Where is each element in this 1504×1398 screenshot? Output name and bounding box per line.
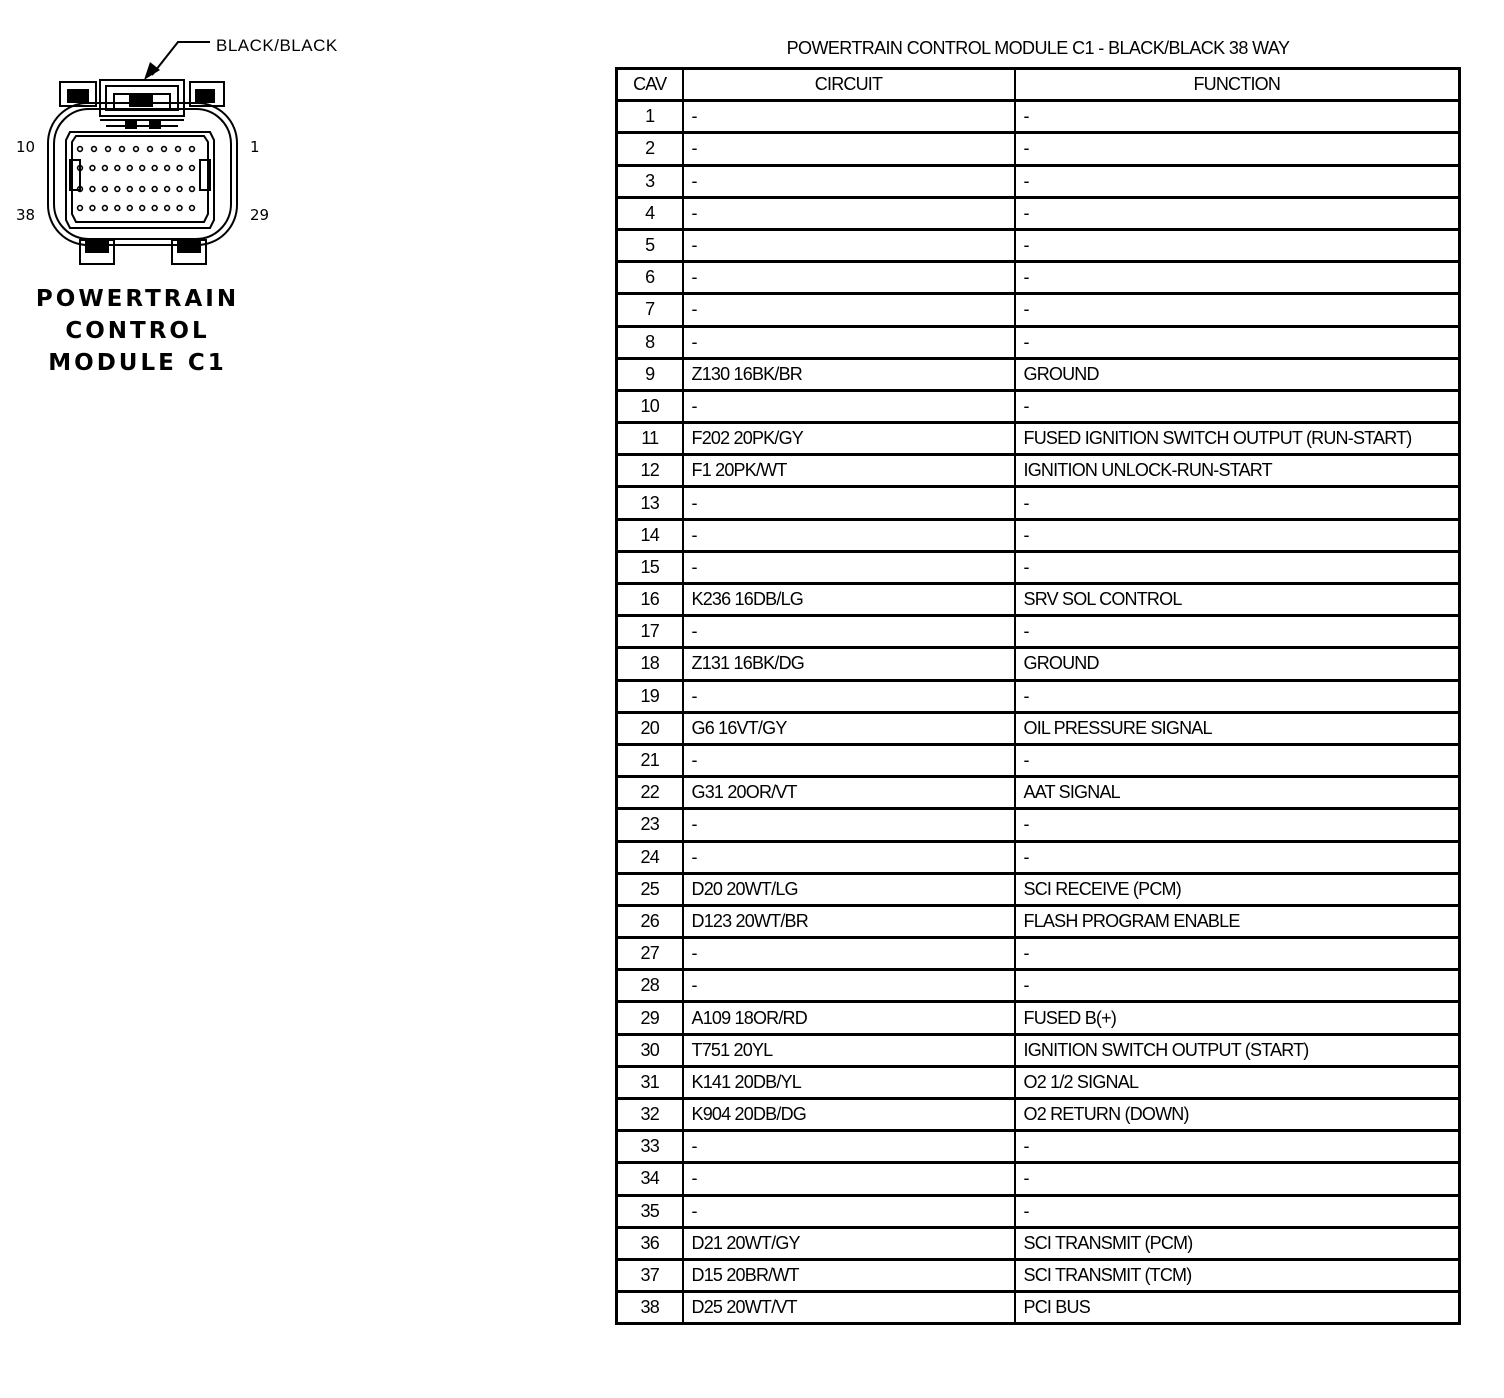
function-cell: GROUND [1015,648,1460,680]
cav-cell: 4 [617,197,683,229]
function-cell: - [1015,101,1460,133]
function-cell: - [1015,841,1460,873]
circuit-cell: K236 16DB/LG [683,584,1015,616]
table-row [617,584,1460,616]
function-cell: - [1015,551,1460,583]
function-cell: - [1015,165,1460,197]
cav-cell: 28 [617,970,683,1002]
cavity-label-38: 38 [16,206,36,224]
table-row [617,970,1460,1002]
pin-cavity [127,187,132,192]
cav-cell: 5 [617,229,683,261]
pin-cavity [127,206,132,211]
table-row [617,519,1460,551]
table-row [617,262,1460,294]
table-row [617,841,1460,873]
cavity-label-1: 1 [250,138,260,156]
pin-cavity [176,147,181,152]
pin-cavities [78,147,195,211]
cav-cell: 34 [617,1163,683,1195]
function-cell: IGNITION UNLOCK-RUN-START [1015,455,1460,487]
pin-cavity [78,147,83,152]
cav-cell: 11 [617,423,683,455]
circuit-cell: - [683,487,1015,519]
pin-cavity [152,206,157,211]
circuit-cell: - [683,519,1015,551]
cav-cell: 18 [617,648,683,680]
pin-cavity [190,166,195,171]
table-body [617,101,1460,1324]
cav-cell: 14 [617,519,683,551]
cav-cell: 6 [617,262,683,294]
table-row [617,165,1460,197]
cav-cell: 9 [617,358,683,390]
cav-cell: 15 [617,551,683,583]
table-row [617,648,1460,680]
circuit-cell: - [683,197,1015,229]
pin-cavity [140,187,145,192]
cav-cell: 32 [617,1099,683,1131]
circuit-cell: D20 20WT/LG [683,873,1015,905]
pin-cavity [102,166,107,171]
circuit-cell: - [683,229,1015,261]
function-cell: - [1015,1131,1460,1163]
cav-cell: 23 [617,809,683,841]
circuit-cell: G6 16VT/GY [683,712,1015,744]
cav-cell: 29 [617,1002,683,1034]
connector-diagram [0,0,560,420]
table-row [617,133,1460,165]
header-cav: CAV [617,69,683,101]
circuit-cell: A109 18OR/RD [683,1002,1015,1034]
function-cell: - [1015,487,1460,519]
pin-cavity [190,147,195,152]
pin-cavity [177,206,182,211]
cav-cell: 12 [617,455,683,487]
table-row [617,1034,1460,1066]
cav-cell: 16 [617,584,683,616]
circuit-cell: D21 20WT/GY [683,1227,1015,1259]
circuit-cell: G31 20OR/VT [683,777,1015,809]
pin-cavity [106,147,111,152]
table-row [617,101,1460,133]
pin-cavity [190,187,195,192]
circuit-cell: - [683,1131,1015,1163]
circuit-cell: - [683,841,1015,873]
pin-cavity [120,147,125,152]
pin-cavity [90,166,95,171]
function-cell: SCI TRANSMIT (TCM) [1015,1259,1460,1291]
circuit-cell: - [683,294,1015,326]
circuit-cell: D25 20WT/VT [683,1292,1015,1324]
function-cell: GROUND [1015,358,1460,390]
table-row [617,744,1460,776]
function-cell: - [1015,262,1460,294]
table-row [617,1195,1460,1227]
cav-cell: 7 [617,294,683,326]
table-row [617,423,1460,455]
pin-cavity [165,187,170,192]
function-cell: - [1015,294,1460,326]
function-cell: OIL PRESSURE SIGNAL [1015,712,1460,744]
pin-cavity [162,147,167,152]
pin-cavity [152,166,157,171]
function-cell: PCI BUS [1015,1292,1460,1324]
circuit-cell: - [683,1195,1015,1227]
pin-cavity [127,166,132,171]
pin-cavity [190,206,195,211]
cav-cell: 30 [617,1034,683,1066]
table-row [617,809,1460,841]
table-header-row [617,69,1460,101]
function-cell: - [1015,616,1460,648]
table-row [617,616,1460,648]
cavity-label-10: 10 [16,138,36,156]
pin-cavity [115,187,120,192]
circuit-cell: - [683,809,1015,841]
table-row [617,938,1460,970]
table-row [617,905,1460,937]
table-row [617,455,1460,487]
function-cell: - [1015,390,1460,422]
table-row [617,1066,1460,1098]
function-cell: - [1015,229,1460,261]
table-row [617,712,1460,744]
function-cell: FLASH PROGRAM ENABLE [1015,905,1460,937]
table-row [617,1002,1460,1034]
function-cell: - [1015,133,1460,165]
circuit-cell: - [683,938,1015,970]
circuit-cell: - [683,551,1015,583]
cavity-label-29: 29 [250,206,270,224]
circuit-cell: - [683,680,1015,712]
circuit-cell: - [683,262,1015,294]
function-cell: O2 1/2 SIGNAL [1015,1066,1460,1098]
function-cell: - [1015,326,1460,358]
circuit-cell: - [683,101,1015,133]
leader-line [152,42,210,75]
pin-cavity [177,166,182,171]
cav-cell: 8 [617,326,683,358]
circuit-cell: - [683,326,1015,358]
circuit-cell: D123 20WT/BR [683,905,1015,937]
table-row [617,326,1460,358]
function-cell: - [1015,197,1460,229]
function-cell: SCI TRANSMIT (PCM) [1015,1227,1460,1259]
function-cell: - [1015,680,1460,712]
function-cell: - [1015,938,1460,970]
pin-cavity [102,187,107,192]
function-cell: IGNITION SWITCH OUTPUT (START) [1015,1034,1460,1066]
cav-cell: 17 [617,616,683,648]
circuit-cell: F1 20PK/WT [683,455,1015,487]
function-cell: FUSED IGNITION SWITCH OUTPUT (RUN-START) [1015,423,1460,455]
circuit-cell: - [683,616,1015,648]
table-row [617,294,1460,326]
circuit-cell: - [683,390,1015,422]
table-row [617,873,1460,905]
cav-cell: 37 [617,1259,683,1291]
module-title [20,283,255,379]
table-row [617,487,1460,519]
function-cell: SRV SOL CONTROL [1015,584,1460,616]
pin-cavity [115,166,120,171]
circuit-cell: T751 20YL [683,1034,1015,1066]
circuit-cell: K141 20DB/YL [683,1066,1015,1098]
module-title-line-2: CONTROL [65,318,210,344]
header-function: FUNCTION [1015,69,1460,101]
pin-cavity [102,206,107,211]
table-row [617,358,1460,390]
circuit-cell: F202 20PK/GY [683,423,1015,455]
pin-cavity [148,147,153,152]
cav-cell: 31 [617,1066,683,1098]
circuit-cell: - [683,970,1015,1002]
cav-cell: 19 [617,680,683,712]
pin-cavity [165,206,170,211]
pin-cavity [78,206,83,211]
cav-cell: 33 [617,1131,683,1163]
function-cell: - [1015,1163,1460,1195]
cav-cell: 25 [617,873,683,905]
table-row [617,1163,1460,1195]
cav-cell: 38 [617,1292,683,1324]
pin-cavity [92,147,97,152]
cav-cell: 22 [617,777,683,809]
cav-cell: 10 [617,390,683,422]
connector-color-label: BLACK/BLACK [216,36,338,55]
header-circuit: CIRCUIT [683,69,1015,101]
cav-cell: 35 [617,1195,683,1227]
function-cell: - [1015,519,1460,551]
table-row [617,1099,1460,1131]
function-cell: SCI RECEIVE (PCM) [1015,873,1460,905]
table-row [617,229,1460,261]
cav-cell: 24 [617,841,683,873]
leader-arrowhead [144,62,160,80]
circuit-cell: - [683,133,1015,165]
module-title-line-1: POWERTRAIN [35,286,240,312]
cav-cell: 2 [617,133,683,165]
cav-cell: 1 [617,101,683,133]
table-row [617,680,1460,712]
cav-cell: 20 [617,712,683,744]
function-cell: - [1015,970,1460,1002]
function-cell: AAT SIGNAL [1015,777,1460,809]
circuit-cell: Z131 16BK/DG [683,648,1015,680]
cav-cell: 27 [617,938,683,970]
cav-cell: 26 [617,905,683,937]
circuit-cell: - [683,1163,1015,1195]
function-cell: FUSED B(+) [1015,1002,1460,1034]
circuit-cell: - [683,744,1015,776]
pin-cavity [165,166,170,171]
table-row [617,551,1460,583]
cav-cell: 13 [617,487,683,519]
pin-cavity [115,206,120,211]
table-row [617,1131,1460,1163]
circuit-cell: Z130 16BK/BR [683,358,1015,390]
table-row [617,1259,1460,1291]
pin-cavity [90,187,95,192]
pin-cavity [90,206,95,211]
pin-cavity [152,187,157,192]
pin-cavity [140,166,145,171]
function-cell: - [1015,1195,1460,1227]
pin-cavity [177,187,182,192]
cav-cell: 21 [617,744,683,776]
cav-cell: 36 [617,1227,683,1259]
module-title-line-3: MODULE C1 [48,350,227,376]
table-row [617,197,1460,229]
table-title: POWERTRAIN CONTROL MODULE C1 - BLACK/BLACK 38 WAY [786,38,1290,58]
table-row [617,1227,1460,1259]
pinout-table [615,67,1461,1325]
cav-cell: 3 [617,165,683,197]
function-cell: O2 RETURN (DOWN) [1015,1099,1460,1131]
pin-cavity [134,147,139,152]
circuit-cell: D15 20BR/WT [683,1259,1015,1291]
table-row [617,1292,1460,1324]
circuit-cell: - [683,165,1015,197]
table-row [617,777,1460,809]
pin-cavity [140,206,145,211]
function-cell: - [1015,809,1460,841]
table-row [617,390,1460,422]
function-cell: - [1015,744,1460,776]
circuit-cell: K904 20DB/DG [683,1099,1015,1131]
